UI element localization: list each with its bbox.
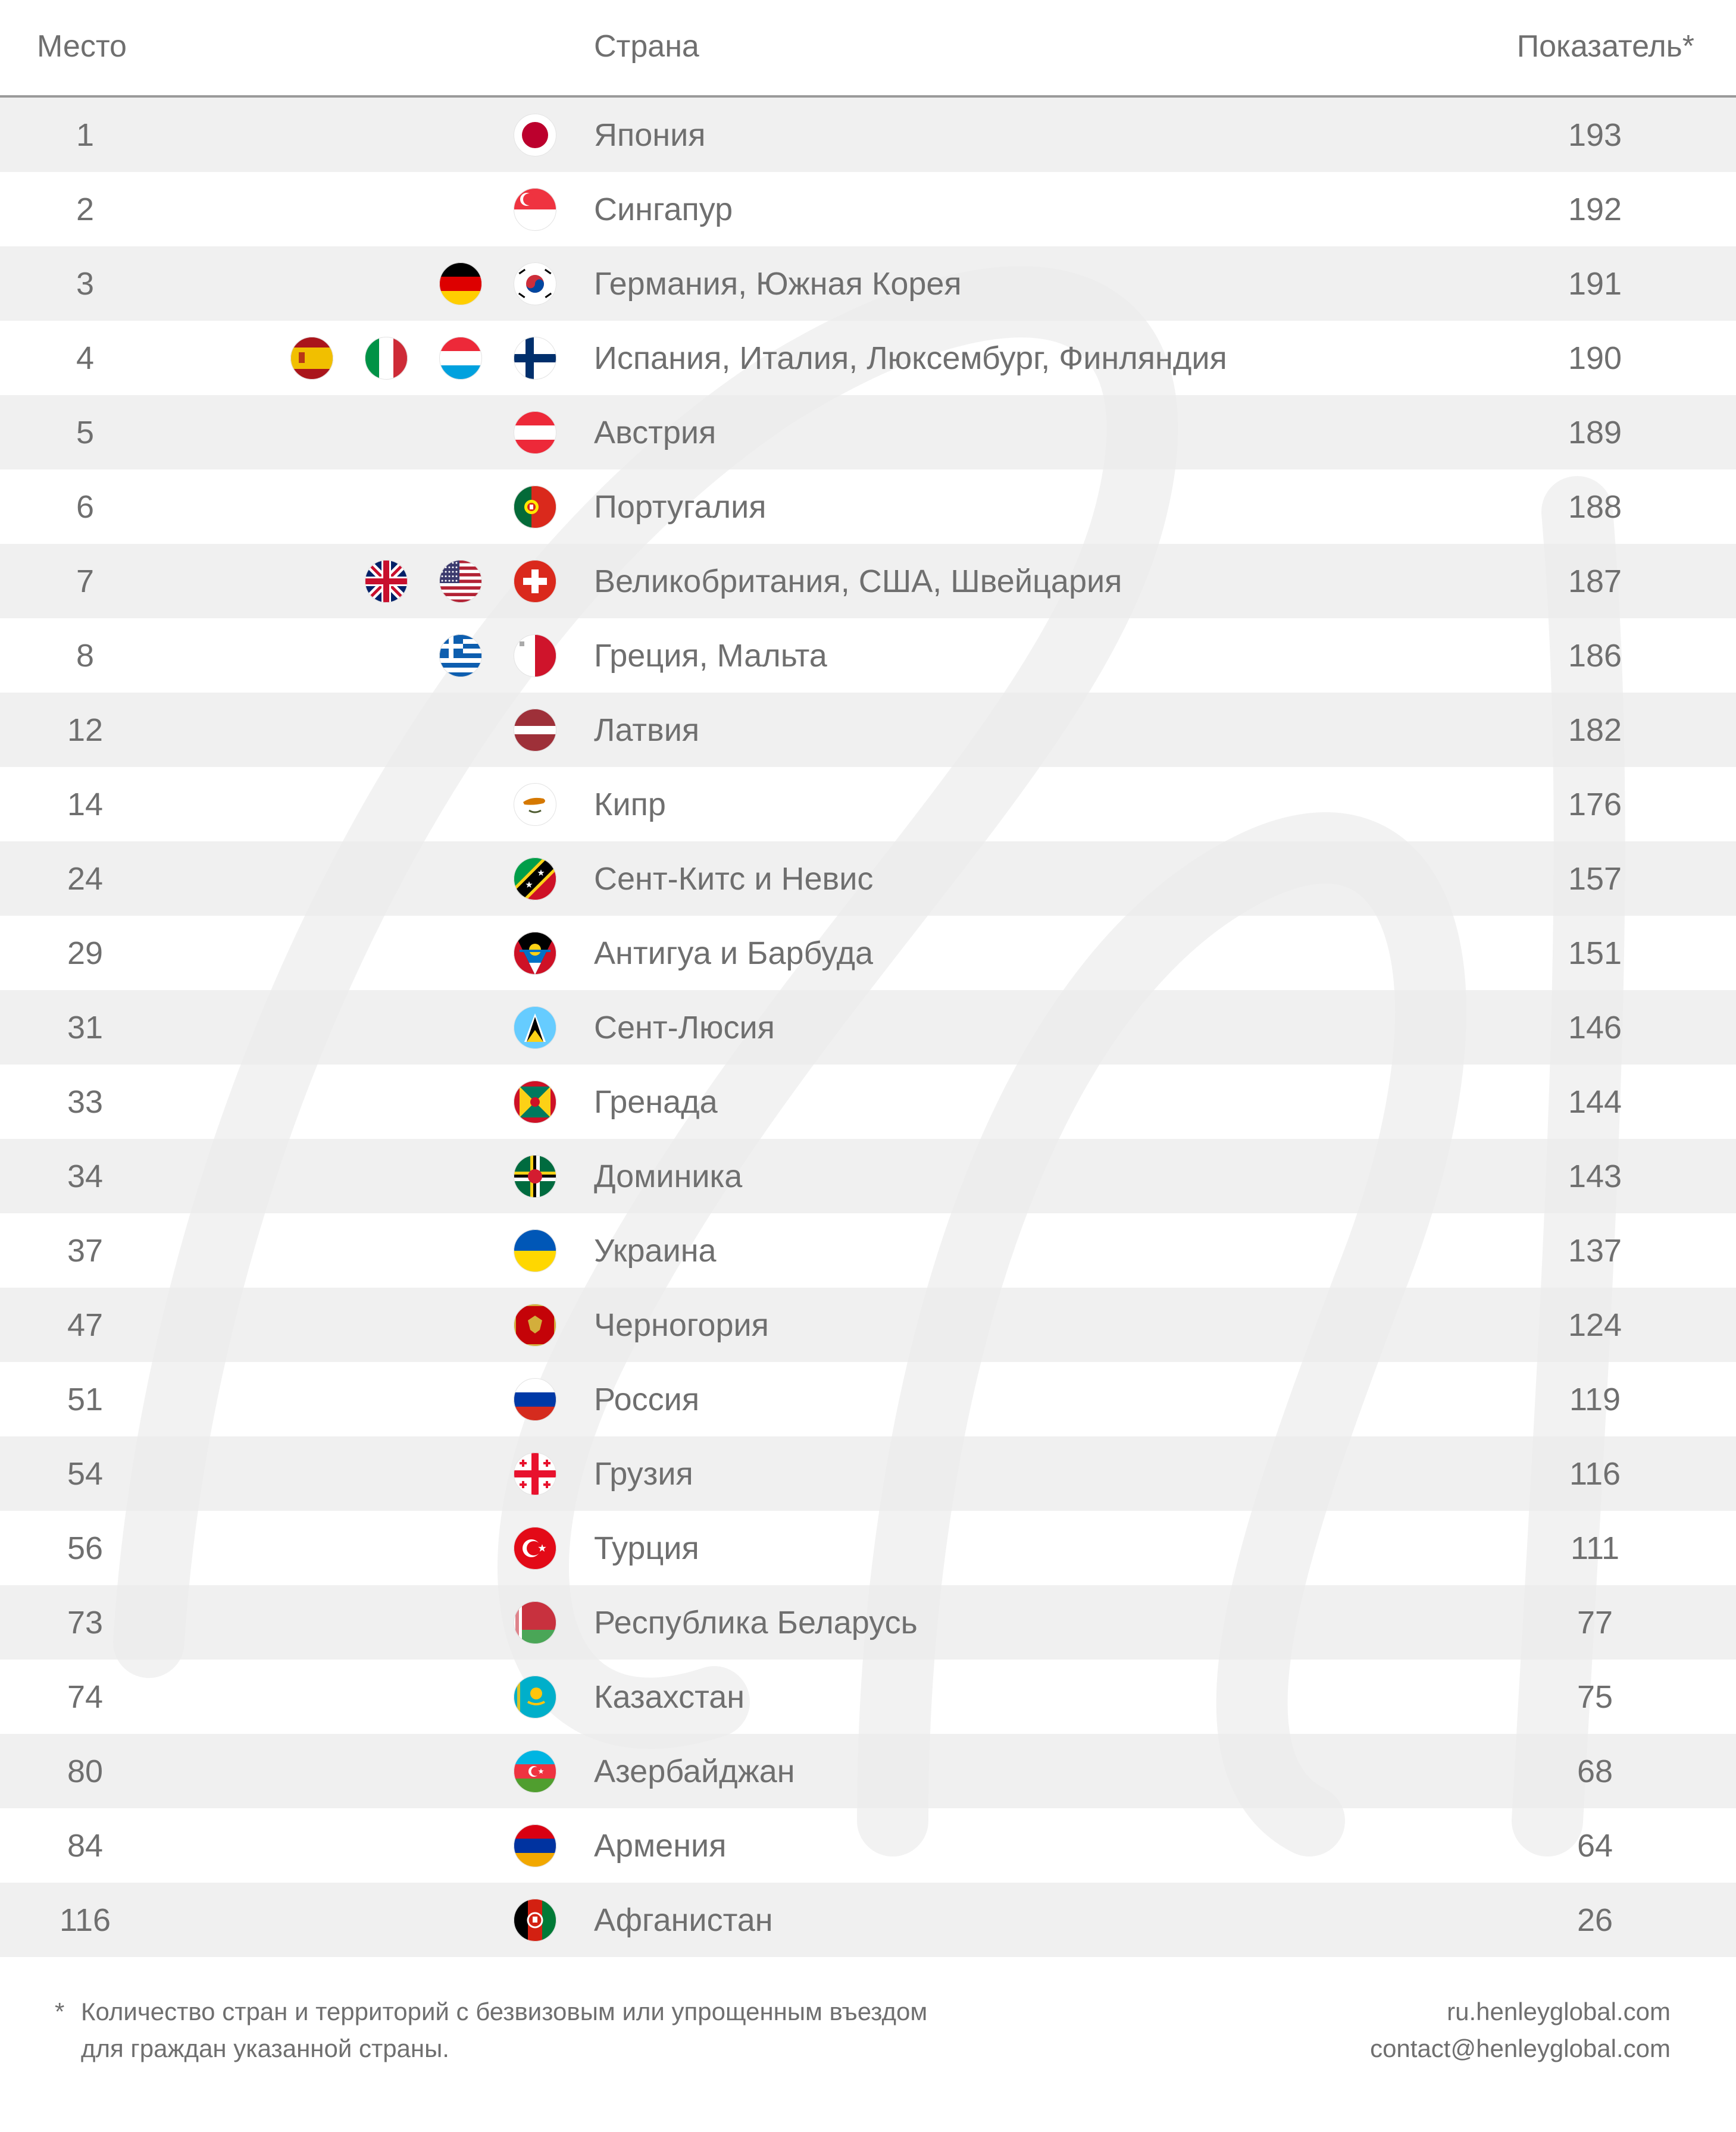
rank-cell: 80 bbox=[67, 1754, 104, 1789]
ranking-table bbox=[0, 98, 1736, 1957]
score-cell: 116 bbox=[1569, 1456, 1621, 1492]
table-row bbox=[0, 693, 1736, 767]
country-name: Австрия bbox=[594, 415, 717, 450]
rank-cell: 12 bbox=[67, 712, 104, 748]
score-cell: 144 bbox=[1568, 1084, 1622, 1120]
flag-dominica-icon bbox=[514, 1155, 556, 1198]
flag-russia-icon bbox=[514, 1378, 556, 1421]
email-link[interactable]: contact@henleyglobal.com bbox=[1370, 2034, 1671, 2062]
score-cell: 189 bbox=[1568, 415, 1622, 450]
country-name: Доминика bbox=[594, 1159, 743, 1194]
rank-cell: 29 bbox=[67, 935, 104, 971]
rank-cell: 47 bbox=[67, 1307, 104, 1343]
country-name: Азербайджан bbox=[594, 1754, 795, 1789]
flag-azerbaijan-icon bbox=[514, 1750, 556, 1793]
score-cell: 137 bbox=[1568, 1233, 1622, 1269]
flag-finland-icon bbox=[514, 337, 556, 380]
table-row bbox=[0, 1139, 1736, 1213]
table-row bbox=[0, 1436, 1736, 1511]
flag-spain-icon bbox=[290, 337, 333, 380]
country-name: Кипр bbox=[594, 787, 666, 822]
rank-cell: 7 bbox=[76, 563, 95, 599]
score-cell: 188 bbox=[1568, 489, 1622, 525]
rank-cell: 31 bbox=[67, 1010, 104, 1045]
footnote-line-1: Количество стран и территорий с безвизовым или упрощенным въездом bbox=[81, 1998, 928, 2025]
table-row bbox=[0, 1585, 1736, 1660]
score-cell: 193 bbox=[1568, 117, 1622, 153]
score-cell: 111 bbox=[1570, 1530, 1620, 1566]
rank-cell: 5 bbox=[76, 415, 95, 450]
table-header bbox=[0, 0, 1736, 95]
rank-cell: 34 bbox=[67, 1159, 104, 1194]
score-cell: 151 bbox=[1568, 935, 1622, 971]
table-row bbox=[0, 618, 1736, 693]
header-country: Страна bbox=[594, 29, 699, 64]
country-name: Антигуа и Барбуда bbox=[594, 935, 874, 971]
rank-cell: 14 bbox=[67, 787, 104, 822]
score-cell: 186 bbox=[1568, 638, 1622, 674]
footnote-line-2: для граждан указанной страны. bbox=[81, 2034, 449, 2062]
country-name: Казахстан bbox=[594, 1679, 745, 1715]
flag-switzerland-icon bbox=[514, 560, 556, 603]
country-name: Япония bbox=[594, 117, 706, 153]
flag-luxembourg-icon bbox=[439, 337, 482, 380]
header-score: Показатель* bbox=[1516, 29, 1694, 64]
header-divider bbox=[0, 95, 1736, 98]
rank-cell: 3 bbox=[76, 266, 95, 302]
flag-cyprus-icon bbox=[514, 783, 556, 826]
rank-cell: 73 bbox=[67, 1605, 104, 1641]
country-name: Турция bbox=[594, 1530, 699, 1566]
flag-usa-icon bbox=[439, 560, 482, 603]
flag-south-korea-icon bbox=[514, 262, 556, 305]
flag-uk-icon bbox=[365, 560, 408, 603]
score-cell: 187 bbox=[1568, 563, 1622, 599]
flag-singapore-icon bbox=[514, 188, 556, 231]
country-name: Латвия bbox=[594, 712, 700, 748]
country-name: Гренада bbox=[594, 1084, 718, 1120]
score-cell: 119 bbox=[1569, 1382, 1621, 1417]
rank-cell: 51 bbox=[67, 1382, 104, 1417]
table-row bbox=[0, 1883, 1736, 1957]
flag-saint-kitts-nevis-icon bbox=[514, 857, 556, 900]
score-cell: 191 bbox=[1568, 266, 1622, 302]
country-name: Германия, Южная Корея bbox=[594, 266, 962, 302]
table-row bbox=[0, 321, 1736, 395]
rank-cell: 116 bbox=[59, 1902, 111, 1938]
table-row bbox=[0, 841, 1736, 916]
country-name: Великобритания, США, Швейцария bbox=[594, 563, 1122, 599]
country-name: Сент-Китс и Невис bbox=[594, 861, 874, 897]
table-row bbox=[0, 916, 1736, 990]
rank-cell: 2 bbox=[76, 192, 95, 227]
flag-ukraine-icon bbox=[514, 1229, 556, 1272]
table-row bbox=[0, 1511, 1736, 1585]
flag-saint-lucia-icon bbox=[514, 1006, 556, 1049]
flag-georgia-icon bbox=[514, 1452, 556, 1495]
rank-cell: 84 bbox=[67, 1828, 104, 1864]
score-cell: 124 bbox=[1568, 1307, 1622, 1343]
country-name: Грузия bbox=[594, 1456, 693, 1492]
country-name: Греция, Мальта bbox=[594, 638, 827, 674]
country-name: Сингапур bbox=[594, 192, 733, 227]
country-name: Армения bbox=[594, 1828, 727, 1864]
rank-cell: 74 bbox=[67, 1679, 104, 1715]
flag-grenada-icon bbox=[514, 1081, 556, 1123]
rank-cell: 4 bbox=[76, 340, 95, 376]
rank-cell: 24 bbox=[67, 861, 104, 897]
flag-afghanistan-icon bbox=[514, 1899, 556, 1942]
score-cell: 75 bbox=[1577, 1679, 1613, 1715]
flag-belarus-icon bbox=[514, 1601, 556, 1644]
rank-cell: 33 bbox=[67, 1084, 104, 1120]
table-row bbox=[0, 1808, 1736, 1883]
flag-latvia-icon bbox=[514, 709, 556, 752]
flag-turkey-icon bbox=[514, 1527, 556, 1570]
flag-malta-icon bbox=[514, 634, 556, 677]
score-cell: 176 bbox=[1568, 787, 1622, 822]
flag-antigua-barbuda-icon bbox=[514, 932, 556, 975]
flag-italy-icon bbox=[365, 337, 408, 380]
country-name: Украина bbox=[594, 1233, 717, 1269]
table-row bbox=[0, 767, 1736, 841]
country-name: Черногория bbox=[594, 1307, 769, 1343]
score-cell: 182 bbox=[1568, 712, 1622, 748]
rank-cell: 56 bbox=[67, 1530, 104, 1566]
country-name: Сент-Люсия bbox=[594, 1010, 775, 1045]
contacts bbox=[1370, 1993, 1671, 2067]
score-cell: 157 bbox=[1568, 861, 1622, 897]
flag-austria-icon bbox=[514, 411, 556, 454]
footnote-asterisk: * bbox=[55, 1998, 65, 2025]
website-link[interactable]: ru.henleyglobal.com bbox=[1447, 1998, 1671, 2025]
table-row bbox=[0, 1213, 1736, 1288]
table-row bbox=[0, 395, 1736, 469]
score-cell: 143 bbox=[1568, 1159, 1622, 1194]
rank-cell: 37 bbox=[67, 1233, 104, 1269]
table-row bbox=[0, 990, 1736, 1065]
score-cell: 68 bbox=[1577, 1754, 1613, 1789]
score-cell: 77 bbox=[1577, 1605, 1613, 1641]
table-row bbox=[0, 1065, 1736, 1139]
table-row bbox=[0, 1734, 1736, 1808]
rank-cell: 54 bbox=[67, 1456, 104, 1492]
rank-cell: 6 bbox=[76, 489, 95, 525]
flag-greece-icon bbox=[439, 634, 482, 677]
table-row bbox=[0, 246, 1736, 321]
flag-kazakhstan-icon bbox=[514, 1676, 556, 1718]
score-cell: 146 bbox=[1568, 1010, 1622, 1045]
table-row bbox=[0, 172, 1736, 246]
flag-japan-icon bbox=[514, 114, 556, 156]
table-row bbox=[0, 544, 1736, 618]
score-cell: 64 bbox=[1577, 1828, 1613, 1864]
score-cell: 190 bbox=[1568, 340, 1622, 376]
country-name: Республика Беларусь bbox=[594, 1605, 918, 1641]
flag-germany-icon bbox=[439, 262, 482, 305]
score-cell: 26 bbox=[1577, 1902, 1613, 1938]
rank-cell: 8 bbox=[76, 638, 95, 674]
country-name: Португалия bbox=[594, 489, 767, 525]
table-row bbox=[0, 98, 1736, 172]
country-name: Афганистан bbox=[594, 1902, 773, 1938]
score-cell: 192 bbox=[1568, 192, 1622, 227]
flag-armenia-icon bbox=[514, 1824, 556, 1867]
flag-montenegro-icon bbox=[514, 1304, 556, 1347]
table-row bbox=[0, 469, 1736, 544]
table-row bbox=[0, 1288, 1736, 1362]
country-name: Испания, Италия, Люксембург, Финляндия bbox=[594, 340, 1227, 376]
table-row bbox=[0, 1660, 1736, 1734]
header-rank: Место bbox=[37, 29, 127, 64]
flag-portugal-icon bbox=[514, 486, 556, 528]
rank-cell: 1 bbox=[76, 117, 95, 153]
table-row bbox=[0, 1362, 1736, 1436]
country-name: Россия bbox=[594, 1382, 700, 1417]
